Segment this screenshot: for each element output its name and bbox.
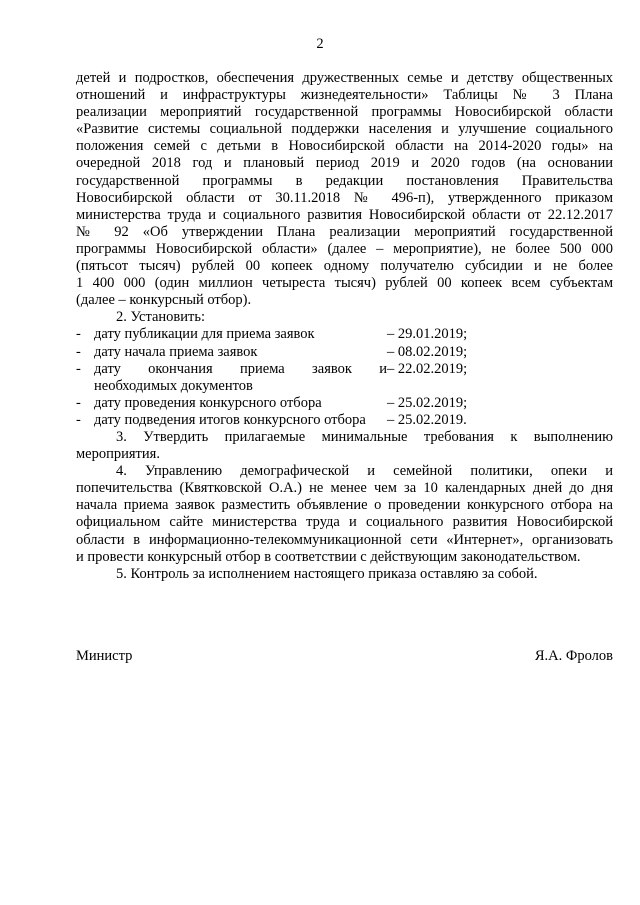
text-line: начала приема заявок разместить объявление о проведении конкурсного отбора на bbox=[76, 497, 613, 514]
text-line: 1 400 000 (один миллион четыреста тысяч) рублей 00 копеек всем субъектам bbox=[76, 275, 613, 292]
list-dash: - bbox=[76, 411, 81, 428]
date-value: – 22.02.2019; bbox=[387, 360, 468, 377]
date-label: дату подведения итогов конкурсного отбора bbox=[94, 411, 366, 428]
item-3-paragraph bbox=[76, 429, 613, 463]
item-2-heading: 2. Установить: bbox=[116, 309, 206, 326]
date-value: – 08.02.2019; bbox=[387, 343, 468, 360]
text-line: программы Новосибирской области» (далее – мероприятие), не более 500 000 bbox=[76, 240, 613, 257]
text-line: детей и подростков, обеспечения дружественных семье и детству общественных bbox=[76, 70, 613, 86]
date-row-publication bbox=[76, 326, 613, 343]
text-line: министерства труда и социального развития Новосибирской области от 22.12.2017 bbox=[76, 206, 613, 223]
text-line: положения семей с детьми в Новосибирской области на 2014-2020 годы» на bbox=[76, 138, 613, 155]
document-body bbox=[76, 70, 613, 583]
item-5-paragraph: 5. Контроль за исполнением настоящего приказа оставляю за собой. bbox=[116, 565, 538, 582]
text-line: 3. Утвердить прилагаемые минимальные требования к выполнению bbox=[116, 428, 613, 445]
signatory-name: Я.А. Фролов bbox=[534, 648, 613, 664]
text-line: и провести конкурсный отбор в соответствии с действующим законодательством. bbox=[76, 548, 581, 565]
text-line: очередной 2018 год и плановый период 2019 и 2020 годов (на основании bbox=[76, 155, 613, 172]
intro-paragraph bbox=[76, 70, 613, 309]
date-row-start bbox=[76, 344, 613, 361]
list-dash: - bbox=[76, 343, 81, 360]
signatory-position: Министр bbox=[76, 648, 133, 664]
text-line: официальном сайте министерства труда и социального развития Новосибирской bbox=[76, 514, 613, 531]
date-label: дату проведения конкурсного отбора bbox=[94, 394, 322, 411]
list-dash: - bbox=[76, 394, 81, 411]
text-line: отношений и инфраструктуры жизнедеятельности» Таблицы № 3 Плана bbox=[76, 87, 613, 104]
date-label: дату окончания приема заявок и bbox=[94, 360, 387, 377]
text-line: (далее – конкурсный отбор). bbox=[76, 292, 252, 309]
text-line: мероприятия. bbox=[76, 446, 160, 463]
date-label-continuation: необходимых документов bbox=[94, 377, 253, 394]
date-value: – 25.02.2019; bbox=[387, 394, 468, 411]
date-label: дату начала приема заявок bbox=[94, 343, 258, 360]
dates-list bbox=[76, 326, 613, 429]
list-dash: - bbox=[76, 360, 81, 377]
signature-block bbox=[76, 648, 613, 665]
text-line: Новосибирской области от 30.11.2018 № 496-п), утвержденного приказом bbox=[76, 189, 613, 206]
item-4-paragraph bbox=[76, 463, 613, 566]
date-value: – 29.01.2019; bbox=[387, 326, 468, 343]
date-row-results bbox=[76, 412, 613, 429]
page-number: 2 bbox=[316, 36, 324, 52]
text-line: государственной программы в редакции постановления Правительства bbox=[76, 172, 613, 189]
text-line: «Развитие системы социальной поддержки населения и улучшение социального bbox=[76, 121, 613, 138]
date-row-contest bbox=[76, 395, 613, 412]
date-value: – 25.02.2019. bbox=[387, 411, 467, 428]
text-line: реализации мероприятий государственной программы Новосибирской области bbox=[76, 104, 613, 121]
text-line: области в информационно-телекоммуникационной сети «Интернет», организовать bbox=[76, 531, 613, 548]
text-line: № 92 «Об утверждении Плана реализации мероприятий государственной bbox=[76, 223, 613, 240]
text-line: попечительства (Квятковской О.А.) не менее чем за 10 календарных дней до дня bbox=[76, 480, 613, 497]
list-dash: - bbox=[76, 326, 81, 343]
text-line: (пятьсот тысяч) рублей 00 копеек одному получателю субсидии и не более bbox=[76, 258, 613, 275]
date-row-end bbox=[76, 361, 613, 378]
date-row-end-continuation bbox=[76, 378, 613, 395]
date-label: дату публикации для приема заявок bbox=[94, 326, 315, 343]
text-line: 4. Управлению демографической и семейной политики, опеки и bbox=[116, 463, 613, 480]
